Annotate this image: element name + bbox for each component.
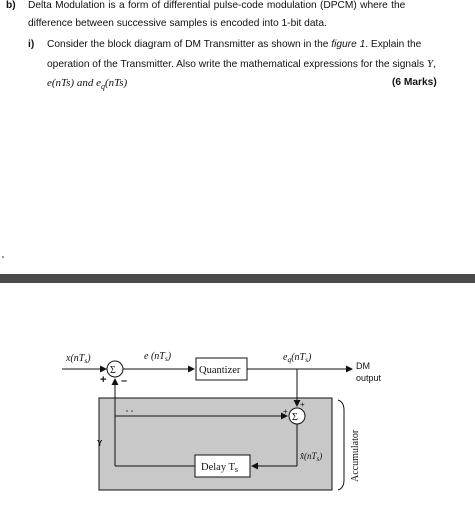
sub-i-line2-pre: operation of the Transmitter. Also write the mathematical expressions for the signals [47,59,427,70]
y-signal-label: Y [97,439,103,448]
error-signal-label: e $(nT_s)$ [144,351,172,363]
output-label-2: output [356,373,382,383]
math-eq-expr: (nTs) [104,77,128,89]
summer-2-plus-left: + [283,407,288,416]
summer-1-sigma: Σ [110,365,116,376]
sub-i-line1-pre: Consider the block diagram of DM Transmitter as shown in the [47,39,332,50]
part-b-line2: difference between successive samples is encoded into 1-bit data. [28,18,327,29]
marks-label: (6 Marks) [392,77,437,88]
signal-y-symbol: Y [426,58,434,70]
input-label: $x(nT_s)$ [66,353,91,365]
summer-2-sigma: Σ [292,412,298,423]
accumulator-label: Accumulator [350,429,361,482]
sub-i-line1-post: . Explain the [365,39,422,50]
part-b-line1: Delta Modulation is a form of differential pulse-code modulation (DPCM) where the [28,0,406,11]
quantizer-label: Quantizer [199,365,241,376]
summer-1-plus: + [100,374,107,386]
summer-1-minus: – [121,375,128,387]
sub-i-line2-post: , [433,59,436,70]
delay-label: Delay Ts [201,462,239,474]
xhat-label: $x̂(nT_s)$ [300,451,323,463]
output-label-1: DM [356,361,370,371]
part-b-label: b) [6,0,16,11]
math-e-expr: e(nTs) and e [47,77,101,89]
accumulator-bracket [338,400,344,490]
sub-i-label: i) [28,39,35,50]
math-q-sub: q [100,82,105,92]
summer-2-plus-top: + [300,400,305,409]
figure-ref: figure 1 [331,39,366,50]
eq-signal-label: $e_q(nT_s)$ [283,352,312,364]
